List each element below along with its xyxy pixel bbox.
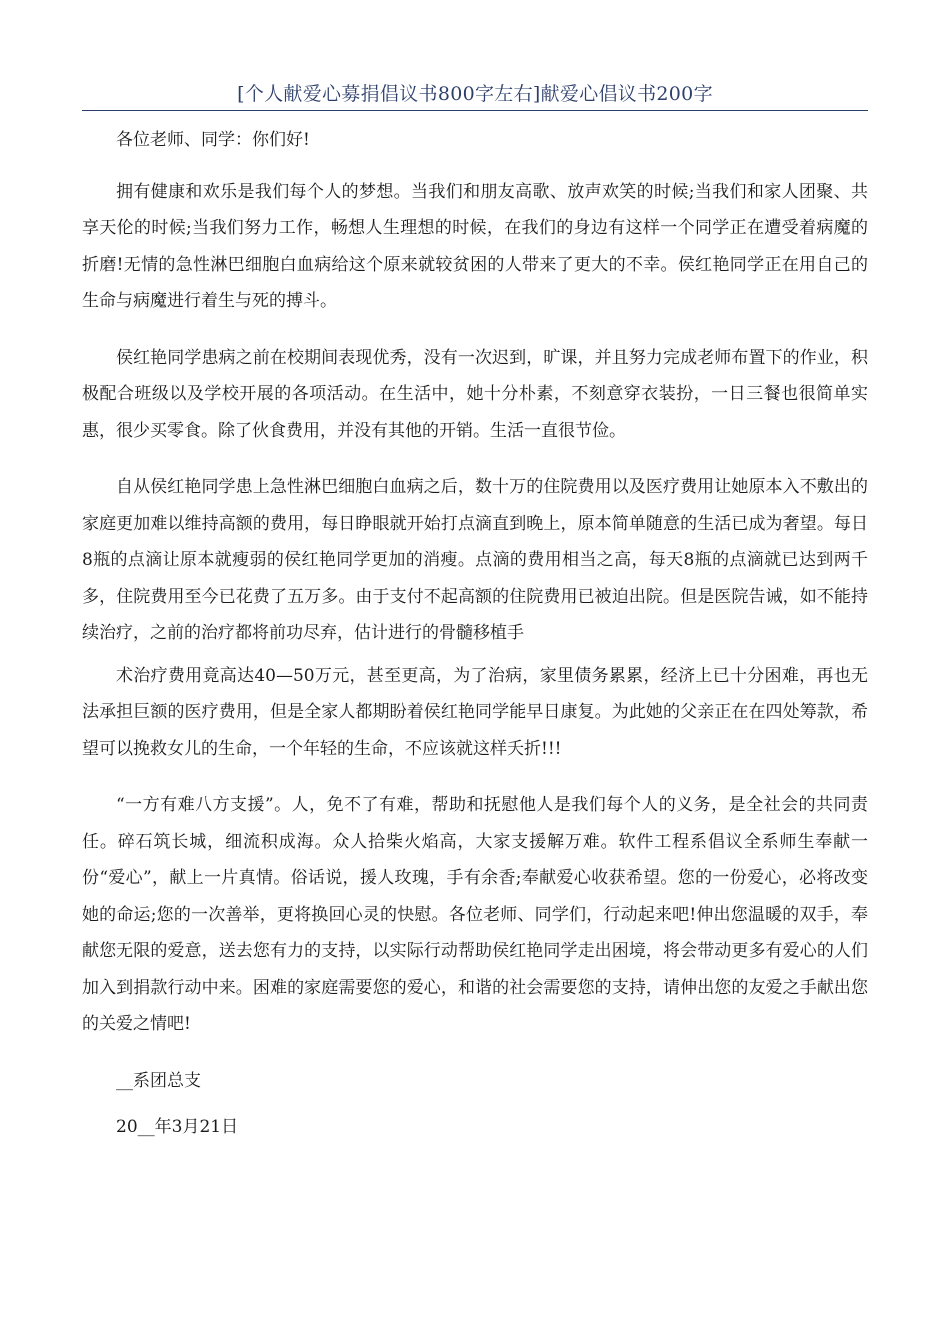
paragraph-1: 拥有健康和欢乐是我们每个人的梦想。当我们和朋友高歌、放声欢笑的时候;当我们和家人团聚、共享天伦的时候;当我们努力工作，畅想人生理想的时候，在我们的身边有这样一个同学正在遭受着病魔的折磨!无情的急性淋巴细胞白血病给这个原来就较贫困的人带来了更大的不幸。侯红艳同学正在用自己的生命与病魔进行着生与死的搏斗。 (82, 181, 868, 311)
document-body (82, 122, 868, 1156)
paragraph-3: 自从侯红艳同学患上急性淋巴细胞白血病之后，数十万的住院费用以及医疗费用让她原本入不敷出的家庭更加难以维持高额的费用，每日睁眼就开始打点滴直到晚上，原本简单随意的生活已成为奢望。每日8瓶的点滴让原本就瘦弱的侯红艳同学更加的消瘦。点滴的费用相当之高，每天8瓶的点滴就已达到两千多，住院费用至今已花费了五万多。由于支付不起高额的住院费用已被迫出院。但是医院告诫，如不能持续治疗，之前的治疗都将前功尽弃，估计进行的骨髓移植手 (82, 477, 868, 643)
paragraph-5: “一方有难八方支援”。人，免不了有难，帮助和抚慰他人是我们每个人的义务，是全社会的共同责任。碎石筑长城，细流积成海。众人拾柴火焰高，大家支援解万难。软件工程系倡议全系师生奉献一份“爱心”，献上一片真情。俗话说，援人玫瑰，手有余香;奉献爱心收获希望。您的一份爱心，必将改变她的命运;您的一次善举，更将换回心灵的快慰。各位老师、同学们，行动起来吧!伸出您温暖的双手，奉献您无限的爱意，送去您有力的支持，以实际行动帮助侯红艳同学走出困境，将会带动更多有爱心的人们加入到捐款行动中来。困难的家庭需要您的爱心，和谐的社会需要您的支持，请伸出您的友爱之手献出您的关爱之情吧! (82, 795, 868, 1034)
title-divider (82, 110, 868, 111)
signature: __系团总支 (116, 1070, 201, 1091)
date: 20__年3月21日 (116, 1117, 239, 1137)
greeting: 各位老师、同学：你们好! (116, 130, 310, 150)
document-title: [个人献爱心募捐倡议书800字左右]献爱心倡议书200字 (237, 83, 713, 105)
paragraph-4: 术治疗费用竟高达40—50万元，甚至更高，为了治病，家里债务累累，经济上已十分困难，再也无法承担巨额的医疗费用，但是全家人都期盼着侯红艳同学能早日康复。为此她的父亲正在在四处筹款，希望可以挽救女儿的生命，一个年轻的生命，不应该就这样夭折!!! (82, 665, 868, 759)
paragraph-2: 侯红艳同学患病之前在校期间表现优秀，没有一次迟到，旷课，并且努力完成老师布置下的作业，积极配合班级以及学校开展的各项活动。在生活中，她十分朴素，不刻意穿衣装扮，一日三餐也很简单实惠，很少买零食。除了伙食费用，并没有其他的开销。生活一直很节俭。 (82, 347, 868, 441)
